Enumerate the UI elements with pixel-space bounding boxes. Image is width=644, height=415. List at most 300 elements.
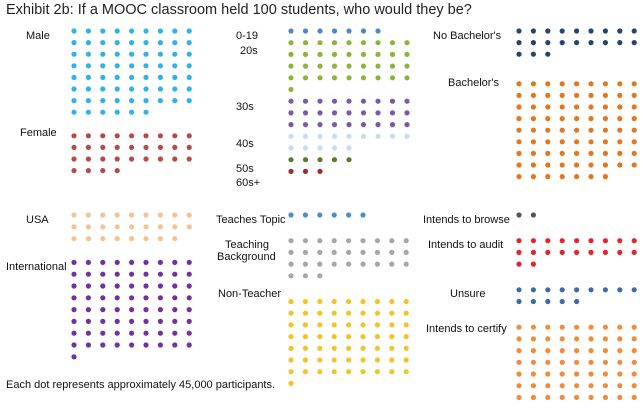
- dot-gender-1-9: [71, 145, 76, 150]
- dot-age-2-2: [317, 99, 322, 104]
- dot-teaching-1-27: [288, 273, 293, 278]
- dot-country-0-9: [71, 224, 76, 229]
- dot-intention-3-47: [545, 383, 550, 388]
- dot-teaching-2-61: [389, 369, 394, 374]
- dot-country-1-32: [143, 295, 148, 300]
- dot-intention-3-7: [617, 325, 622, 330]
- dot-education-1-44: [632, 128, 637, 133]
- dot-intention-3-0: [516, 325, 521, 330]
- category-label-age-0: 0-19: [236, 30, 259, 42]
- dot-gender-1-17: [187, 145, 192, 150]
- dot-country-1-31: [129, 295, 134, 300]
- dot-age-1-20: [317, 64, 322, 69]
- dot-gender-0-4: [129, 28, 134, 33]
- dot-intention-2-13: [574, 299, 579, 304]
- dot-intention-3-20: [545, 348, 550, 353]
- dot-country-1-42: [158, 307, 163, 312]
- dot-country-1-2: [100, 260, 105, 265]
- dot-country-0-7: [172, 212, 177, 217]
- dot-intention-2-7: [617, 287, 622, 292]
- dot-gender-0-11: [100, 40, 105, 45]
- dot-teaching-1-28: [303, 273, 308, 278]
- dot-age-2-21: [332, 122, 337, 127]
- dot-gender-0-61: [172, 98, 177, 103]
- dot-age-2-13: [346, 110, 351, 115]
- dot-country-0-22: [129, 236, 134, 241]
- dot-gender-0-54: [71, 98, 76, 103]
- dot-country-1-17: [187, 272, 192, 277]
- dot-country-1-43: [172, 307, 177, 312]
- dot-gender-0-12: [115, 40, 120, 45]
- dot-country-0-21: [115, 236, 120, 241]
- dot-gender-0-60: [158, 98, 163, 103]
- dot-country-1-62: [187, 331, 192, 336]
- dot-gender-0-5: [143, 28, 148, 33]
- dot-education-1-16: [617, 93, 622, 98]
- dot-country-1-10: [86, 272, 91, 277]
- dot-country-1-15: [158, 272, 163, 277]
- dot-gender-0-19: [86, 52, 91, 57]
- dot-teaching-1-6: [375, 238, 380, 243]
- dot-teaching-1-24: [375, 262, 380, 267]
- dot-teaching-2-17: [404, 311, 409, 316]
- dot-education-0-13: [574, 40, 579, 45]
- dot-teaching-1-7: [389, 238, 394, 243]
- dot-education-1-8: [632, 81, 637, 86]
- dot-education-1-0: [516, 81, 521, 86]
- dot-education-1-54: [516, 151, 521, 156]
- dot-teaching-0-1: [303, 212, 308, 217]
- dot-teaching-2-39: [332, 346, 337, 351]
- dot-intention-1-19: [531, 262, 536, 267]
- dot-education-1-50: [588, 139, 593, 144]
- dot-intention-1-7: [617, 238, 622, 243]
- dot-age-2-4: [346, 99, 351, 104]
- dot-intention-3-60: [603, 395, 608, 400]
- dot-age-3-4: [346, 134, 351, 139]
- dot-country-1-29: [100, 295, 105, 300]
- category-label-education-0: No Bachelor's: [433, 30, 502, 42]
- dot-education-1-45: [516, 139, 521, 144]
- dot-gender-1-11: [100, 145, 105, 150]
- dot-gender-0-39: [115, 75, 120, 80]
- dot-education-1-68: [588, 162, 593, 167]
- dot-intention-3-54: [516, 395, 521, 400]
- dot-age-1-25: [390, 64, 395, 69]
- dot-country-0-5: [143, 212, 148, 217]
- dot-gender-1-7: [172, 133, 177, 138]
- dot-education-0-2: [545, 28, 550, 33]
- dot-age-1-1: [303, 40, 308, 45]
- dot-intention-1-4: [574, 238, 579, 243]
- dot-teaching-2-49: [346, 357, 351, 362]
- dot-education-1-34: [617, 116, 622, 121]
- dot-country-0-25: [172, 236, 177, 241]
- dot-age-0-0: [288, 28, 293, 33]
- dot-education-1-72: [516, 174, 521, 179]
- dot-gender-0-38: [100, 75, 105, 80]
- dot-country-1-11: [100, 272, 105, 277]
- dot-intention-1-17: [632, 250, 637, 255]
- dot-age-1-6: [375, 40, 380, 45]
- dot-gender-1-18: [71, 156, 76, 161]
- dot-intention-3-36: [516, 371, 521, 376]
- dot-education-1-76: [574, 174, 579, 179]
- dot-gender-0-2: [100, 28, 105, 33]
- dot-education-1-62: [632, 151, 637, 156]
- dot-age-2-8: [404, 99, 409, 104]
- dot-education-1-12: [560, 93, 565, 98]
- dot-education-0-19: [531, 52, 536, 57]
- dot-gender-0-21: [115, 52, 120, 57]
- dot-education-1-11: [545, 93, 550, 98]
- dot-gender-0-66: [115, 110, 120, 115]
- dot-intention-3-12: [560, 336, 565, 341]
- dot-country-0-17: [187, 224, 192, 229]
- dot-education-1-26: [632, 104, 637, 109]
- dot-teaching-2-60: [375, 369, 380, 374]
- dot-age-2-11: [317, 110, 322, 115]
- dot-teaching-1-20: [317, 262, 322, 267]
- dot-teaching-1-10: [303, 250, 308, 255]
- dot-teaching-2-45: [288, 357, 293, 362]
- dot-country-1-36: [71, 307, 76, 312]
- dot-intention-2-10: [531, 299, 536, 304]
- dot-education-0-10: [531, 40, 536, 45]
- dot-country-1-28: [86, 295, 91, 300]
- dot-education-1-6: [603, 81, 608, 86]
- dot-teaching-0-3: [332, 212, 337, 217]
- chart-footnote: Each dot represents approximately 45,000 participants.: [6, 379, 276, 391]
- dot-age-2-5: [361, 99, 366, 104]
- dot-age-3-8: [404, 134, 409, 139]
- dot-teaching-1-8: [404, 238, 409, 243]
- dot-intention-3-32: [588, 360, 593, 365]
- dot-teaching-1-26: [404, 262, 409, 267]
- dot-age-1-24: [375, 64, 380, 69]
- dot-education-1-25: [617, 104, 622, 109]
- dot-intention-3-17: [632, 336, 637, 341]
- category-label-age-3: 40s: [236, 138, 254, 150]
- dot-education-1-57: [560, 151, 565, 156]
- dot-teaching-1-5: [360, 238, 365, 243]
- dot-age-2-12: [332, 110, 337, 115]
- dot-education-1-42: [603, 128, 608, 133]
- dot-teaching-1-2: [317, 238, 322, 243]
- dot-age-2-22: [346, 122, 351, 127]
- dot-gender-0-53: [187, 86, 192, 91]
- dot-education-1-37: [531, 128, 536, 133]
- dot-intention-1-14: [588, 250, 593, 255]
- dot-education-1-33: [603, 116, 608, 121]
- dot-gender-0-26: [187, 52, 192, 57]
- dot-education-1-74: [545, 174, 550, 179]
- dot-age-1-11: [317, 52, 322, 57]
- dot-gender-1-2: [100, 133, 105, 138]
- dot-intention-3-26: [632, 348, 637, 353]
- dot-intention-3-1: [531, 325, 536, 330]
- dot-gender-1-0: [71, 133, 76, 138]
- dot-gender-1-20: [100, 156, 105, 161]
- dot-gender-1-16: [172, 145, 177, 150]
- dot-gender-1-13: [129, 145, 134, 150]
- dot-age-2-19: [303, 122, 308, 127]
- dot-country-1-5: [143, 260, 148, 265]
- dot-intention-3-61: [617, 395, 622, 400]
- dot-age-1-17: [404, 52, 409, 57]
- dot-education-1-3: [560, 81, 565, 86]
- dot-gender-1-1: [86, 133, 91, 138]
- dot-gender-1-25: [172, 156, 177, 161]
- dot-intention-3-25: [617, 348, 622, 353]
- dot-intention-1-10: [531, 250, 536, 255]
- dot-teaching-0-4: [346, 212, 351, 217]
- dot-intention-3-2: [545, 325, 550, 330]
- category-label-intention-3: Intends to certify: [426, 323, 507, 335]
- dot-gender-0-40: [129, 75, 134, 80]
- dot-gender-0-46: [86, 86, 91, 91]
- dot-age-1-36: [288, 87, 293, 92]
- dot-education-1-59: [588, 151, 593, 156]
- dot-education-1-30: [560, 116, 565, 121]
- dot-gender-0-22: [129, 52, 134, 57]
- dot-intention-3-43: [617, 371, 622, 376]
- dot-education-1-28: [531, 116, 536, 121]
- dot-teaching-1-15: [375, 250, 380, 255]
- dot-education-1-29: [545, 116, 550, 121]
- dot-country-0-3: [115, 212, 120, 217]
- dot-education-1-61: [617, 151, 622, 156]
- dot-education-1-5: [588, 81, 593, 86]
- dot-country-1-8: [187, 260, 192, 265]
- dot-intention-1-6: [603, 238, 608, 243]
- dot-gender-0-27: [71, 63, 76, 68]
- dot-country-1-52: [172, 319, 177, 324]
- dot-gender-1-24: [158, 156, 163, 161]
- dot-teaching-2-54: [288, 369, 293, 374]
- dot-intention-0-0: [516, 212, 521, 217]
- dot-age-4-3: [332, 157, 337, 162]
- dot-intention-3-37: [531, 371, 536, 376]
- dot-teaching-2-27: [288, 334, 293, 339]
- dot-gender-0-34: [172, 63, 177, 68]
- dot-country-1-63: [71, 342, 76, 347]
- category-label-age-1: 20s: [240, 45, 258, 57]
- dot-age-3-12: [332, 145, 337, 150]
- dot-intention-3-51: [603, 383, 608, 388]
- dot-intention-2-11: [545, 299, 550, 304]
- dot-age-1-19: [303, 64, 308, 69]
- category-label-gender-0: Male: [26, 30, 50, 42]
- dot-age-3-9: [288, 145, 293, 150]
- category-label-intention-1: Intends to audit: [428, 239, 504, 251]
- dot-education-0-17: [632, 40, 637, 45]
- dot-age-2-20: [317, 122, 322, 127]
- dot-education-0-12: [560, 40, 565, 45]
- dot-gender-1-23: [143, 156, 148, 161]
- dot-gender-1-21: [115, 156, 120, 161]
- dot-country-1-67: [129, 342, 134, 347]
- dot-gender-1-19: [86, 156, 91, 161]
- dot-education-1-66: [560, 162, 565, 167]
- dot-intention-1-18: [516, 262, 521, 267]
- dot-teaching-2-47: [317, 357, 322, 362]
- dot-teaching-2-46: [303, 357, 308, 362]
- dot-teaching-2-9: [288, 311, 293, 316]
- dot-country-0-13: [129, 224, 134, 229]
- dot-country-1-12: [115, 272, 120, 277]
- dot-gender-0-56: [100, 98, 105, 103]
- dot-teaching-2-23: [360, 322, 365, 327]
- dot-intention-3-52: [617, 383, 622, 388]
- dot-intention-2-6: [603, 287, 608, 292]
- dot-education-1-65: [545, 162, 550, 167]
- dot-education-1-73: [531, 174, 536, 179]
- dot-education-1-67: [574, 162, 579, 167]
- dot-country-1-48: [115, 319, 120, 324]
- dot-teaching-1-12: [332, 250, 337, 255]
- dot-education-1-40: [574, 128, 579, 133]
- dot-intention-3-14: [588, 336, 593, 341]
- dot-intention-1-3: [560, 238, 565, 243]
- dot-country-0-4: [129, 212, 134, 217]
- dot-age-1-18: [288, 64, 293, 69]
- dot-intention-3-53: [632, 383, 637, 388]
- dot-age-1-23: [361, 64, 366, 69]
- dot-teaching-0-5: [360, 212, 365, 217]
- dot-education-1-58: [574, 151, 579, 156]
- dot-age-1-30: [332, 75, 337, 80]
- dot-teaching-1-22: [346, 262, 351, 267]
- dot-country-0-10: [86, 224, 91, 229]
- dot-intention-3-8: [632, 325, 637, 330]
- dot-age-3-11: [317, 145, 322, 150]
- dot-country-0-19: [86, 236, 91, 241]
- dot-country-1-7: [172, 260, 177, 265]
- dot-teaching-2-12: [332, 311, 337, 316]
- dot-gender-0-55: [86, 98, 91, 103]
- dot-intention-3-13: [574, 336, 579, 341]
- dot-education-1-24: [603, 104, 608, 109]
- dot-intention-3-48: [560, 383, 565, 388]
- dot-gender-0-41: [143, 75, 148, 80]
- dot-teaching-2-43: [389, 346, 394, 351]
- dot-teaching-2-11: [317, 311, 322, 316]
- category-label-gender-1: Female: [20, 127, 57, 139]
- dot-teaching-0-2: [317, 212, 322, 217]
- dot-gender-0-25: [172, 52, 177, 57]
- dot-country-1-23: [143, 283, 148, 288]
- dot-gender-0-64: [86, 110, 91, 115]
- dot-age-3-5: [361, 134, 366, 139]
- dot-age-2-17: [404, 110, 409, 115]
- dot-education-1-56: [545, 151, 550, 156]
- dot-gender-0-42: [158, 75, 163, 80]
- category-label-teaching-1: Teaching Background: [217, 239, 276, 263]
- dot-teaching-2-21: [332, 322, 337, 327]
- dot-age-2-23: [361, 122, 366, 127]
- dot-age-3-3: [332, 134, 337, 139]
- dot-intention-3-39: [560, 371, 565, 376]
- dot-country-0-0: [71, 212, 76, 217]
- dot-education-1-15: [603, 93, 608, 98]
- dot-age-2-7: [390, 99, 395, 104]
- dot-education-1-17: [632, 93, 637, 98]
- dot-education-1-13: [574, 93, 579, 98]
- dot-country-0-8: [187, 212, 192, 217]
- dot-gender-0-52: [172, 86, 177, 91]
- dot-age-1-12: [332, 52, 337, 57]
- dot-teaching-1-19: [303, 262, 308, 267]
- dot-country-0-2: [100, 212, 105, 217]
- dot-teaching-1-13: [346, 250, 351, 255]
- dot-gender-0-18: [71, 52, 76, 57]
- dot-age-1-10: [303, 52, 308, 57]
- dot-country-1-51: [158, 319, 163, 324]
- dot-intention-2-1: [531, 287, 536, 292]
- dot-age-3-7: [390, 134, 395, 139]
- dot-gender-1-12: [115, 145, 120, 150]
- dot-gender-0-15: [158, 40, 163, 45]
- dot-teaching-1-25: [389, 262, 394, 267]
- dot-gender-0-0: [71, 28, 76, 33]
- dot-education-1-31: [574, 116, 579, 121]
- dot-intention-2-8: [632, 287, 637, 292]
- dot-intention-3-4: [574, 325, 579, 330]
- dot-country-0-24: [158, 236, 163, 241]
- dot-education-1-18: [516, 104, 521, 109]
- dot-teaching-1-11: [317, 250, 322, 255]
- dot-teaching-1-16: [389, 250, 394, 255]
- dot-intention-3-6: [603, 325, 608, 330]
- dot-teaching-1-29: [317, 273, 322, 278]
- dot-education-1-27: [516, 116, 521, 121]
- dot-teaching-2-62: [404, 369, 409, 374]
- dot-teaching-2-57: [332, 369, 337, 374]
- dot-education-0-18: [516, 52, 521, 57]
- dot-gender-0-28: [86, 63, 91, 68]
- dot-teaching-2-24: [375, 322, 380, 327]
- dot-age-1-8: [404, 40, 409, 45]
- dot-teaching-2-53: [404, 357, 409, 362]
- dot-age-1-34: [390, 75, 395, 80]
- dot-teaching-2-15: [375, 311, 380, 316]
- dot-education-0-15: [603, 40, 608, 45]
- dot-education-1-2: [545, 81, 550, 86]
- dot-teaching-1-21: [332, 262, 337, 267]
- dot-country-0-15: [158, 224, 163, 229]
- dot-country-1-61: [172, 331, 177, 336]
- dot-country-1-66: [115, 342, 120, 347]
- dot-age-4-4: [346, 157, 351, 162]
- dot-intention-3-55: [531, 395, 536, 400]
- dot-country-1-30: [115, 295, 120, 300]
- dot-education-1-51: [603, 139, 608, 144]
- dot-intention-3-3: [560, 325, 565, 330]
- dot-gender-0-6: [158, 28, 163, 33]
- dot-country-1-26: [187, 283, 192, 288]
- dot-education-0-0: [516, 28, 521, 33]
- dot-teaching-2-8: [404, 299, 409, 304]
- dot-education-1-20: [545, 104, 550, 109]
- category-label-teaching-0: Teaches Topic: [216, 214, 286, 226]
- dot-country-1-54: [71, 331, 76, 336]
- dot-teaching-2-0: [288, 299, 293, 304]
- dot-teaching-1-4: [346, 238, 351, 243]
- dot-teaching-1-0: [288, 238, 293, 243]
- dot-gender-0-35: [187, 63, 192, 68]
- dot-gender-0-8: [187, 28, 192, 33]
